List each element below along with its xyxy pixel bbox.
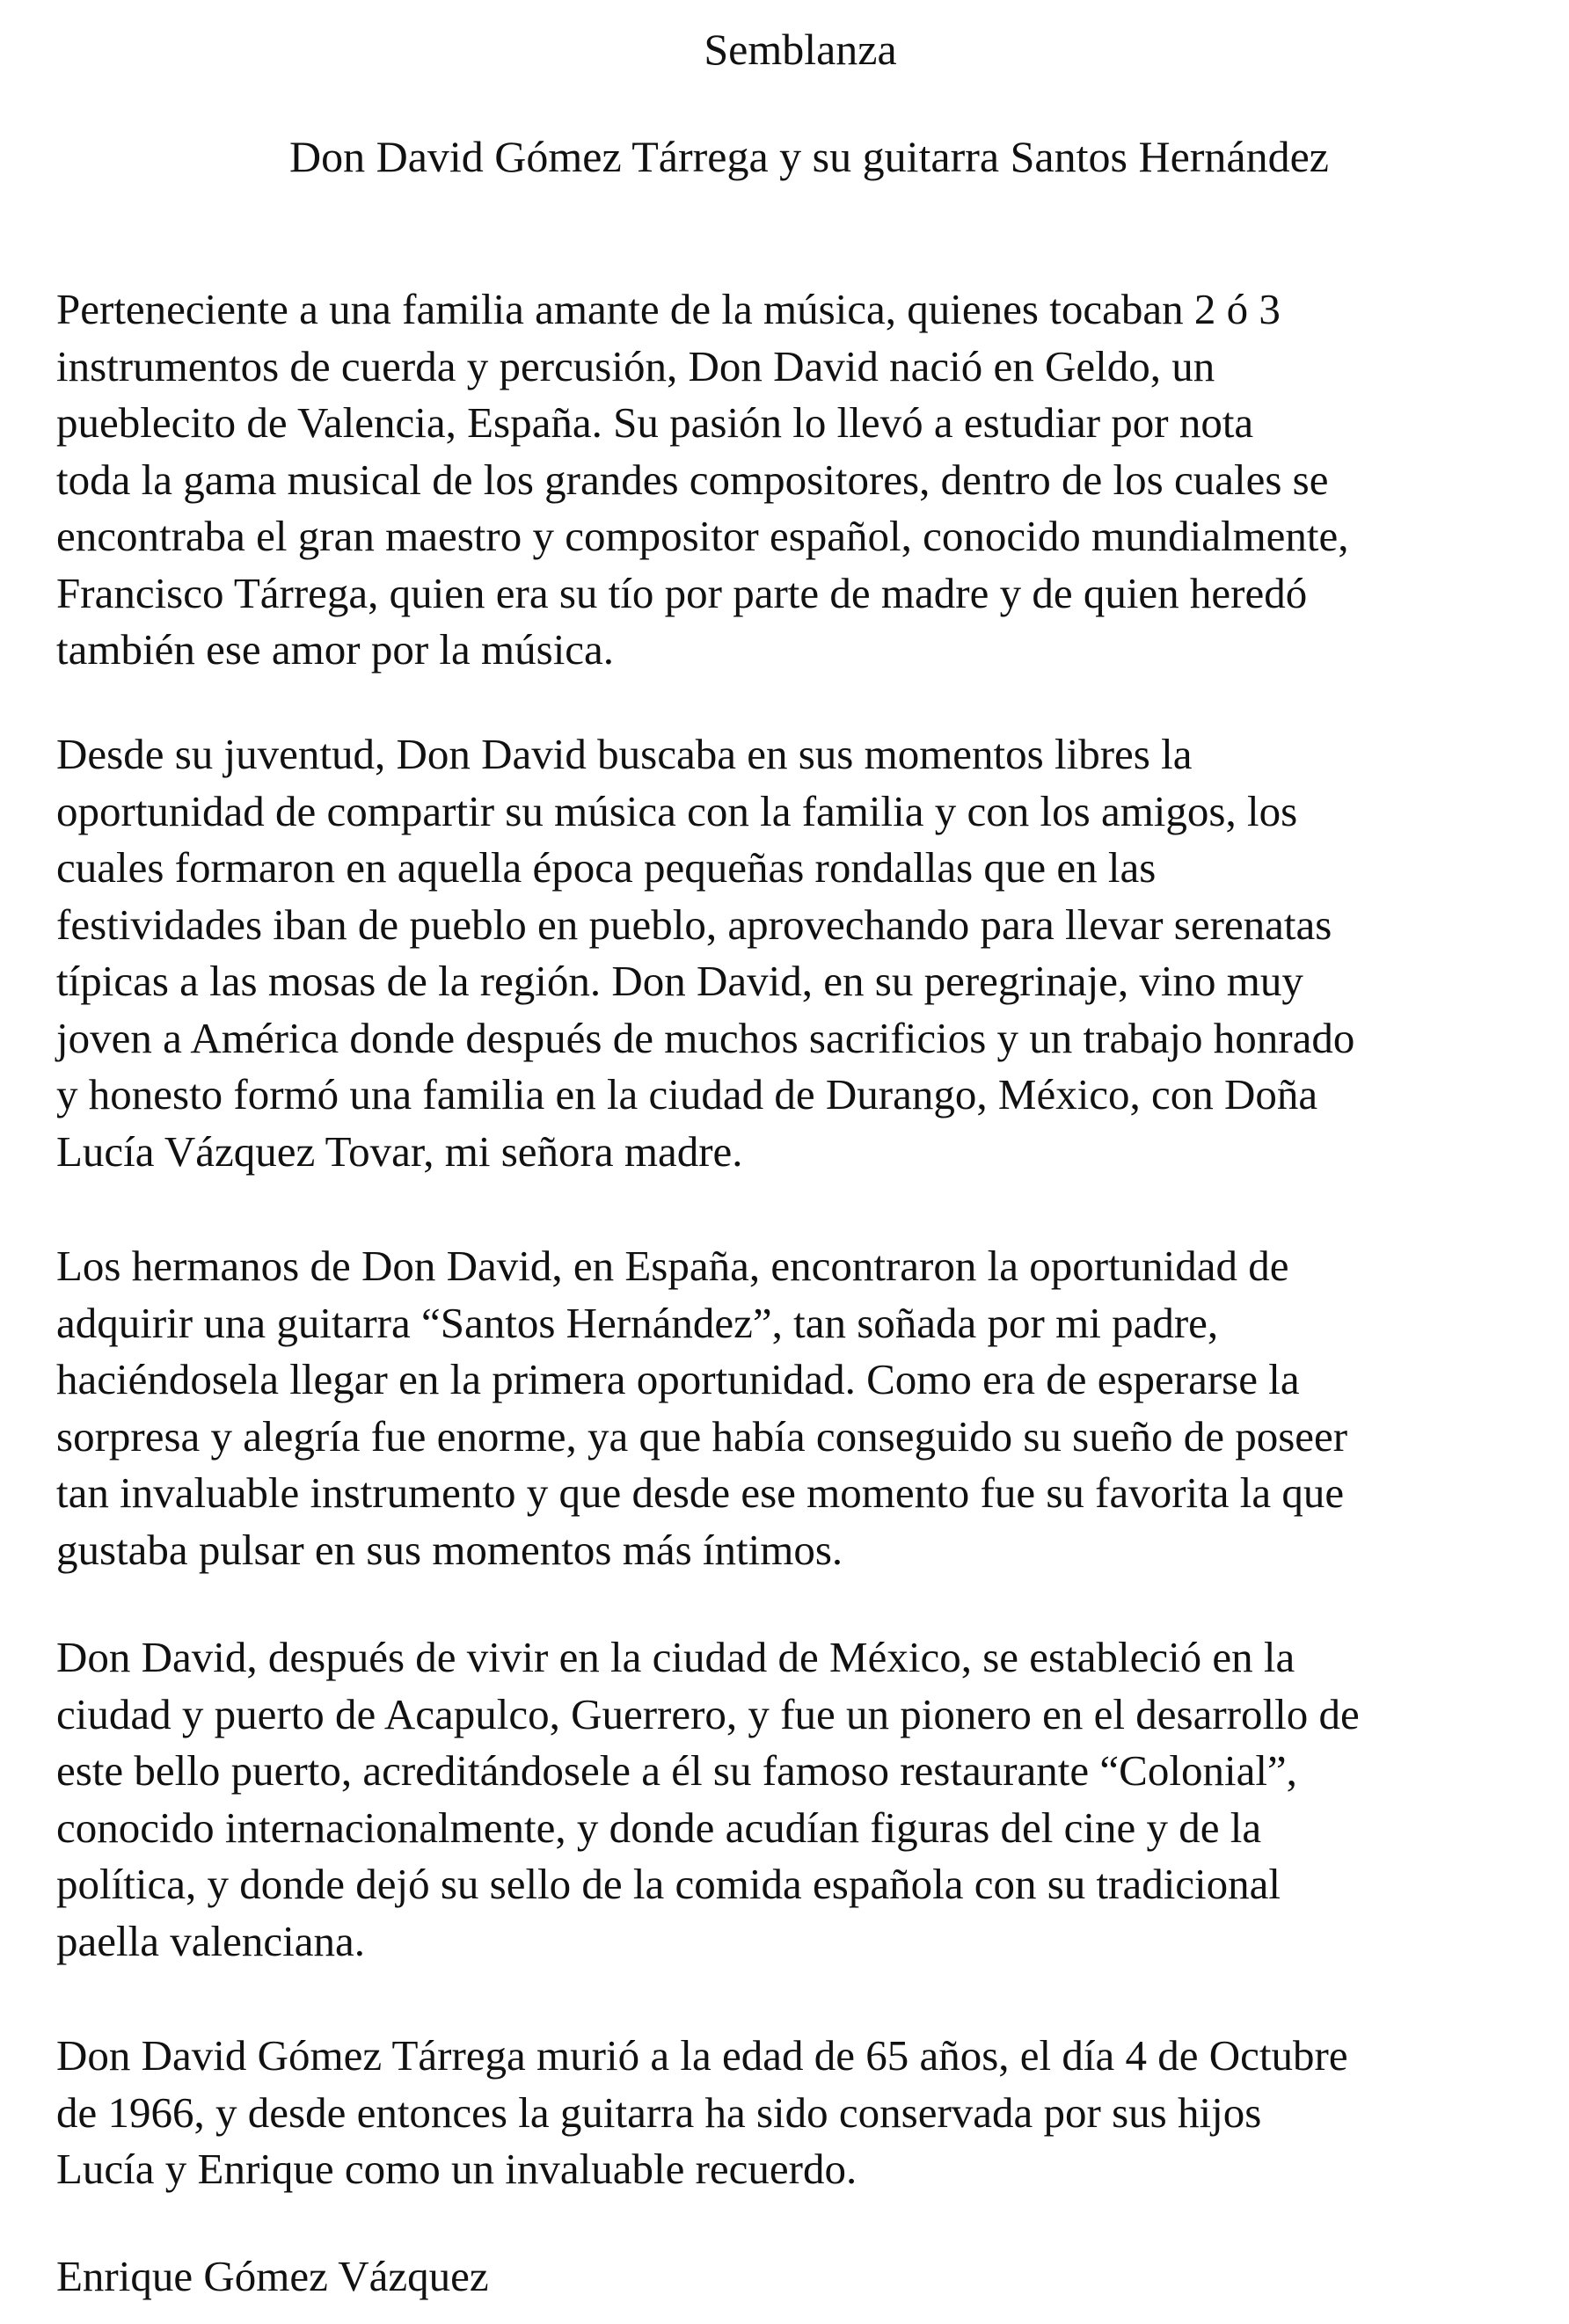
paragraph-line: gustaba pulsar en sus momentos más íntimos. [56,1525,843,1574]
paragraph-line: Lucía Vázquez Tovar, mi señora madre. [56,1126,743,1176]
paragraph-line: Don David Gómez Tárrega murió a la edad de 65 años, el día 4 de Octubre [56,2031,1348,2080]
paragraph-line: este bello puerto, acreditándosele a él su famoso restaurante “Colonial”, [56,1746,1297,1795]
paragraph-line: instrumentos de cuerda y percusión, Don David nació en Geldo, un [56,341,1215,390]
paragraph-line: tan invaluable instrumento y que desde ese momento fue su favorita la que [56,1468,1345,1517]
signature [56,2248,489,2306]
paragraph-family-origins [56,281,1349,679]
paragraph-line: toda la gama musical de los grandes compositores, dentro de los cuales se [56,455,1329,504]
paragraph-line: ciudad y puerto de Acapulco, Guerrero, y fue un pionero en el desarrollo de [56,1689,1360,1738]
paragraph-line: conocido internacionalmente, y donde acudían figuras del cine y de la [56,1803,1262,1852]
paragraph-line: Los hermanos de Don David, en España, encontraron la oportunidad de [56,1242,1289,1290]
paragraph-line: y honesto formó una familia en la ciudad de Durango, México, con Doña [56,1070,1318,1118]
paragraph-line: adquirir una guitarra “Santos Hernández”, tan soñada por mi padre, [56,1298,1219,1347]
paragraph-line: Francisco Tárrega, quien era su tío por parte de madre y de quien heredó [56,568,1308,617]
paragraph-line: típicas a las mosas de la región. Don David, en su peregrinaje, vino muy [56,957,1303,1005]
paragraph-line: pueblecito de Valencia, España. Su pasión lo llevó a estudiar por nota [56,398,1254,447]
paragraph-line: joven a América donde después de muchos sacrificios y un trabajo honrado [56,1013,1355,1062]
paragraph-line: festividades iban de pueblo en pueblo, aprovechando para llevar serenatas [56,900,1332,949]
paragraph-line: encontraba el gran maestro y compositor español, conocido mundialmente, [56,512,1349,560]
document-subtitle: Don David Gómez Tárrega y su guitarra Santos Hernández [288,132,1329,181]
paragraph-line: Desde su juventud, Don David buscaba en sus momentos libres la [56,730,1193,778]
paragraph-line: cuales formaron en aquella época pequeñas rondallas que en las [56,843,1157,892]
paragraph-line: Perteneciente a una familia amante de la música, quienes tocaban 2 ó 3 [56,285,1281,333]
signature-name: Enrique Gómez Vázquez [56,2252,489,2300]
paragraph-line: Lucía y Enrique como un invaluable recuerdo. [56,2145,857,2193]
paragraph-line: Don David, después de vivir en la ciudad de México, se estableció en la [56,1633,1295,1681]
paragraph-guitar [56,1238,1347,1578]
paragraph-line: de 1966, y desde entonces la guitarra ha sido conservada por sus hijos [56,2087,1262,2137]
paragraph-line: también ese amor por la música. [56,625,615,674]
paragraph-line: oportunidad de compartir su música con la familia y con los amigos, los [56,786,1298,835]
paragraph-line: paella valenciana. [56,1916,365,1965]
document-title: Semblanza [704,25,897,74]
paragraph-acapulco [56,1629,1360,1970]
paragraph-line: sorpresa y alegría fue enorme, ya que había conseguido su sueño de poseer [56,1411,1348,1461]
paragraph-line: política, y donde dejó su sello de la comida española con su tradicional [56,1860,1281,1908]
paragraph-line: haciéndosela llegar en la primera oportunidad. Como era de esperarse la [56,1355,1300,1403]
paragraph-death [56,2028,1348,2198]
paragraph-youth [56,726,1354,1180]
